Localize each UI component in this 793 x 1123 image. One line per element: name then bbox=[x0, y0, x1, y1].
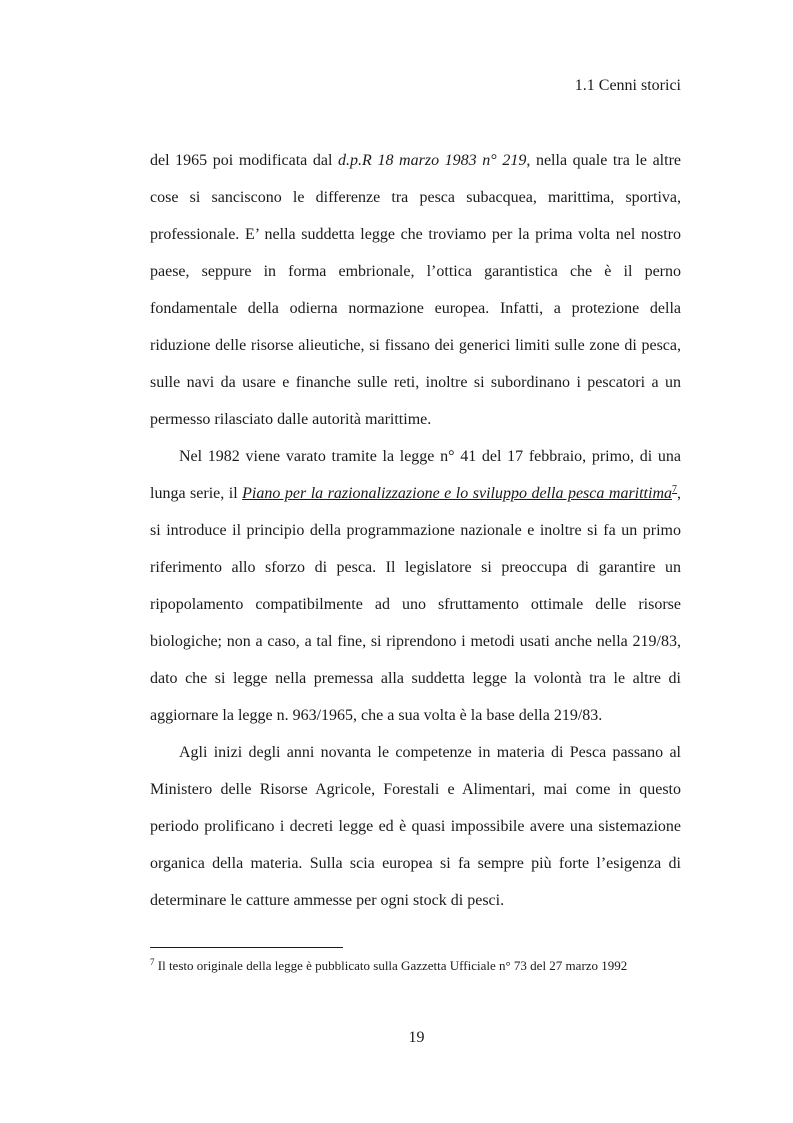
text-line: si introduce il principio della programmazione nazionale e inoltre si fa un primo bbox=[150, 522, 681, 539]
text-line: dato che si legge nella premessa alla suddetta legge la volontà tra le altre di bbox=[150, 670, 681, 687]
text-span: del 1965 poi modificata dal bbox=[150, 152, 339, 169]
running-header: 1.1 Cenni storici bbox=[574, 77, 681, 94]
text-line: Agli inizi degli anni novanta le competenze in materia di Pesca passano al bbox=[179, 744, 681, 761]
text-line: sulle navi da usare e finanche sulle reti, inoltre si subordinano i pescatori a un bbox=[150, 374, 681, 391]
text-line: determinare le catture ammesse per ogni stock di pesci. bbox=[150, 892, 505, 909]
plan-title-link[interactable]: Piano per la razionalizzazione e lo sviluppo della pesca marittima bbox=[242, 485, 673, 502]
text-span: , bbox=[677, 485, 682, 502]
text-line: permesso rilasciato dalle autorità marittime. bbox=[150, 411, 432, 428]
text-line: organica della materia. Sulla scia europea si fa sempre più forte l’esigenza di bbox=[150, 855, 681, 872]
footnote-divider bbox=[150, 947, 343, 948]
decree-reference: d.p.R 18 marzo 1983 n° 219 bbox=[338, 152, 527, 169]
text-line: aggiornare la legge n. 963/1965, che a sua volta è la base della 219/83. bbox=[150, 707, 603, 724]
text-line bbox=[150, 484, 681, 504]
text-line: fondamentale della odierna normazione europea. Infatti, a protezione della bbox=[150, 300, 681, 317]
text-line: ripopolamento compatibilmente ad uno sfruttamento ottimale delle risorse bbox=[150, 596, 681, 613]
text-line: riduzione delle risorse alieutiche, si fissano dei generici limiti sulle zone di pesca, bbox=[150, 337, 681, 354]
text-line: Nel 1982 viene varato tramite la legge n° 41 del 17 febbraio, primo, di una bbox=[179, 448, 681, 465]
text-line: cose si sanciscono le differenze tra pesca subacquea, marittima, sportiva, bbox=[150, 189, 681, 206]
footnote-marker: 7 bbox=[150, 957, 155, 967]
text-line bbox=[150, 151, 681, 171]
text-span: lunga serie, il bbox=[150, 485, 243, 502]
footnote-text: Il testo originale della legge è pubblicato sulla Gazzetta Ufficiale n° 73 del 27 marzo 1992 bbox=[154, 958, 628, 973]
page-number: 19 bbox=[408, 1029, 425, 1046]
footnote-reference[interactable]: 7 bbox=[672, 484, 678, 495]
text-span: , nella quale tra le altre bbox=[526, 152, 682, 169]
text-line: Ministero delle Risorse Agricole, Forestali e Alimentari, mai come in questo bbox=[150, 781, 681, 798]
footnote bbox=[150, 958, 627, 974]
text-line: riferimento allo sforzo di pesca. Il legislatore si preoccupa di garantire un bbox=[150, 559, 681, 576]
text-line: periodo prolificano i decreti legge ed è quasi impossibile avere una sistemazione bbox=[150, 818, 681, 835]
text-line: paese, seppure in forma embrionale, l’ottica garantistica che è il perno bbox=[150, 263, 681, 280]
text-line: biologiche; non a caso, a tal fine, si riprendono i metodi usati anche nella 219/83, bbox=[150, 633, 681, 650]
text-line: professionale. E’ nella suddetta legge che troviamo per la prima volta nel nostro bbox=[150, 226, 681, 243]
